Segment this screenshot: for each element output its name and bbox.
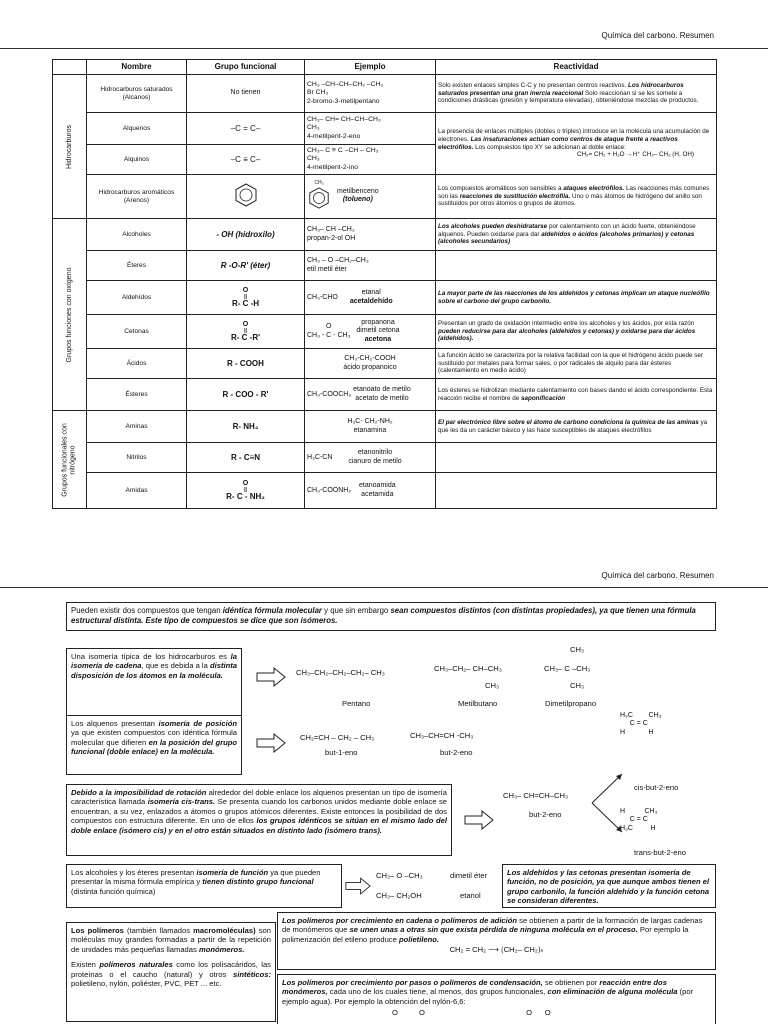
table-row bbox=[53, 349, 717, 379]
row-functional-group: R -O-R' (éter) bbox=[187, 251, 305, 281]
row-name: Alquinos bbox=[87, 145, 187, 175]
nylon-equation: O O O O bbox=[392, 1008, 551, 1018]
condensation-polymers-box: Los polímeros por crecimiento por pasos o polímeros de condensación, se obtienen por reacción entre dos monómeros, cada uno de los cuales tiene, al menos, dos grupos funcionales, con eliminación de alguna molécula (por ejemplo agua). Por ejemplo la obtención del nylón-6,6: O O O O bbox=[277, 974, 716, 1024]
row-name: Hidrocarburos aromáticos (Arenos) bbox=[87, 175, 187, 219]
row-example: CH₃-CH₂-COOH ácido propanoico bbox=[305, 349, 436, 379]
row-reactivity: Presentan un grado de oxidación intermedio entre los alcoholes y los ácidos, por esta razón pueden reducirse para dar alcoholes (aldehídos y cetonas) y oxidarse para dar ácidos (aldehídos). bbox=[436, 315, 717, 349]
methylbutane-substituent: CH₃ bbox=[485, 681, 500, 690]
polymers-box: Los polímeros (también llamados macromoléculas) son moléculas muy grandes formadas a partir de la repetición de unidades más pequeñas llamadas monómeros. Existen polímeros naturales como los polisacáridos, las proteínas o el caucho (natural) y otros sintéticos: polietileno, nylón, poliéster, PVC, PET ... etc. bbox=[66, 922, 276, 1022]
row-example: CH₃-COONH₂ etanoamida acetamida bbox=[305, 473, 436, 509]
row-functional-group: R- NH₂ bbox=[187, 411, 305, 443]
example-alt-name: (tolueno) bbox=[342, 196, 373, 204]
but-1-ene-formula: CH₂=CH – CH₂ – CH₃ bbox=[300, 733, 375, 742]
header-rule bbox=[0, 48, 768, 49]
row-reactivity bbox=[436, 473, 717, 509]
row-reactivity bbox=[436, 443, 717, 473]
column-header: Reactividad bbox=[436, 60, 717, 75]
page2-header: Química del carbono. Resumen bbox=[601, 571, 714, 580]
functional-groups-table bbox=[52, 59, 717, 509]
dimethylpropane-label: Dimetilpropano bbox=[545, 699, 597, 708]
table-row bbox=[53, 219, 717, 251]
row-name: Nitrilos bbox=[87, 443, 187, 473]
row-example: CH₃ –CH–CH–CH₂ –CH₃ Br CH₃ 2-bromo-3-metilpentano bbox=[305, 75, 436, 113]
table-row bbox=[53, 443, 717, 473]
row-example: CH₃– CH= CH–CH–CH₃ CH₃ 4-metilpent-2-eno bbox=[305, 113, 436, 145]
addition-polymers-box: Los polímeros por crecimiento en cadena o polímeros de adición se obtienen a partir de la formación de largas cadenas de monómeros que se unen unas a otras sin que exista pérdida de ninguna molécula en el proceso. Por ejemplo la polimerización del etileno produce polietileno. CH₂ = CH₂ ⟶ ⟮CH₂– CH₂⟯ₙ bbox=[277, 912, 716, 970]
methylbutane-label: Metilbutano bbox=[458, 699, 498, 708]
dimethyl-ether-label: dimetil éter bbox=[450, 871, 488, 880]
right-arrow-icon bbox=[256, 733, 286, 753]
row-reactivity: Los alcoholes pueden deshidratarse por calentamiento con un ácido fuerte, obteniéndose alquenos. Pueden oxidarse para dar aldehídos o ácidos (alcoholes primarios) y cetonas (alcoholes secundarios) bbox=[436, 219, 717, 251]
row-functional-group: R - COO - R' bbox=[187, 379, 305, 411]
cis-structure: H₃C CH₃ C = C H H bbox=[620, 712, 662, 736]
row-name: Hidrocarburos saturados (Alcanos) bbox=[87, 75, 187, 113]
row-example: H₃C- CH₂-NH₂ etanamina bbox=[305, 411, 436, 443]
table-row bbox=[53, 281, 717, 315]
table-row bbox=[53, 411, 717, 443]
benzene-ring-icon bbox=[233, 182, 259, 208]
dimethylpropane-top: CH₃ bbox=[570, 645, 585, 654]
polyethylene-equation: CH₂ = CH₂ ⟶ ⟮CH₂– CH₂⟯ₙ bbox=[449, 945, 544, 955]
row-functional-group: –C = C– bbox=[187, 113, 305, 145]
row-functional-group: O || R- C -H bbox=[187, 281, 305, 315]
row-reactivity: La mayor parte de las reacciones de los aldehídos y cetonas implican un ataque nucleófilo sobre el carbono del grupo carbonilo. bbox=[436, 281, 717, 315]
row-name: Cetonas bbox=[87, 315, 187, 349]
but-2-ene-formula: CH₃–CH=CH -CH₃ bbox=[410, 731, 474, 740]
row-example: O CH₃ - C - CH₃ propanona dimetil cetona acetona bbox=[305, 315, 436, 349]
toluene-ring-icon bbox=[307, 186, 331, 210]
row-name: Ésteres bbox=[87, 379, 187, 411]
row-reactivity: Solo existen enlaces simples C-C y no presentan centros reactivos. Los hidrocarburos saturados presentan una gran inercia reaccional Solo reaccionan si se les somete a condiciones drásticas (presión y temperatura elevadas), obteniéndose mezclas de productos. bbox=[436, 75, 717, 113]
toluene-methyl: CH₃ bbox=[314, 179, 324, 186]
position-isomerism-box: Los alquenos presentan isomería de posición ya que existen compuestos con idéntica fórmula molecular que difieren en la posición del grupo funcional (doble enlace) en la molécula. bbox=[66, 715, 242, 775]
row-name: Amidas bbox=[87, 473, 187, 509]
but-1-ene-label: but-1-eno bbox=[325, 748, 358, 757]
right-arrow-icon bbox=[256, 667, 286, 687]
but-2-ene-label-b: but-2-eno bbox=[529, 810, 562, 819]
row-name: Alcoholes bbox=[87, 219, 187, 251]
row-reactivity: Los compuestos aromáticos son sensibles a ataques electrófilos. Las reacciones más comunes son las reacciones de sustitución electrófila. Uno o más átomos de hidrógeno del anillo son sustituidos por otros átomos o grupos de átomos. bbox=[436, 175, 717, 219]
row-name: Éteres bbox=[87, 251, 187, 281]
row-functional-group bbox=[187, 175, 305, 219]
trans-label: trans-but-2-eno bbox=[634, 848, 686, 857]
aldehyde-ketone-box: Los aldehídos y las cetonas presentan isomería de función, no de posición, ya que aunque ambos tienen el grupo carbonilo, la función aldehído y la función cetona se consideran diferentes. bbox=[502, 864, 716, 908]
ethanol-formula: CH₃– CH₂OH bbox=[376, 891, 422, 900]
pentane-formula: CH₃–CH₂–CH₂–CH₂– CH₃ bbox=[296, 668, 385, 677]
example-name: metilbenceno bbox=[337, 188, 379, 196]
row-functional-group: –C ≡ C– bbox=[187, 145, 305, 175]
column-header: Ejemplo bbox=[305, 60, 436, 75]
row-functional-group: O || R- C -R' bbox=[187, 315, 305, 349]
row-functional-group: R - C≡N bbox=[187, 443, 305, 473]
but-2-ene-formula-b: CH₃– CH=CH–CH₃ bbox=[503, 791, 569, 800]
row-example: CH₃-CHO etanal acetaldehído bbox=[305, 281, 436, 315]
cis-trans-isomerism-box: Debido a la imposibilidad de rotación alrededor del doble enlace los alquenos presentan un tipo de isomería característica llamada isomería cis-trans. Se presenta cuando los carbonos unidos mediante doble enlace se encuentran, a su vez, enlazados a átomos o grupos atómicos diferentes. Existe entonces la posibilidad de dos compuestos con estructura diferente. En uno de ellos los grupos idénticos se sitúan en el mismo lado del doble enlace (isómero cis) y en el otro están situados en distinto lado (isómero trans). bbox=[66, 784, 452, 856]
row-example: H₃C-CN etanonitrilo cianuro de metilo bbox=[305, 443, 436, 473]
isomer-intro-box: Pueden existir dos compuestos que tengan idéntica fórmula molecular y que sin embargo sean compuestos distintos (con distintas propiedades), ya que tienen una fórmula estructural distinta. Este tipo de compuestos se dice que son isómeros. bbox=[66, 602, 716, 631]
row-reactivity: Los ésteres se hidrolizan mediante calentamiento con bases dando el ácido correspondiente. Esta reacción recibe el nombre de saponificación bbox=[436, 379, 717, 411]
group-label-hydrocarbons: Hidrocarburos bbox=[53, 75, 87, 219]
column-header: Nombre bbox=[87, 60, 187, 75]
dimethylpropane-formula: CH₃– C –CH₃ bbox=[544, 664, 591, 673]
row-functional-group: R - COOH bbox=[187, 349, 305, 379]
table-row bbox=[53, 113, 717, 145]
trans-structure: H CH₃ C = C H₃C H bbox=[620, 808, 658, 832]
but-2-ene-label: but-2-eno bbox=[440, 748, 473, 757]
page-header: Química del carbono. Resumen bbox=[601, 31, 714, 40]
table-row bbox=[53, 473, 717, 509]
row-example: CH₃-COOCH₃ etanoato de metilo acetato de metilo bbox=[305, 379, 436, 411]
row-functional-group: O || R- C - NH₂ bbox=[187, 473, 305, 509]
cis-label: cis-but-2-eno bbox=[634, 783, 679, 792]
group-label-oxygen: Grupos funciones con oxígeno bbox=[53, 219, 87, 411]
group-label-nitrogen: Grupos funcionales con nitrógeno bbox=[53, 411, 87, 509]
table-row bbox=[53, 75, 717, 113]
methylbutane-formula: CH₃–CH₂– CH–CH₃ bbox=[434, 664, 502, 673]
table-row bbox=[53, 251, 717, 281]
row-example: CH₃– C ≡ C –CH – CH₃ CH₃ 4-metilpent-2-ino bbox=[305, 145, 436, 175]
dimethylpropane-bottom: CH₃ bbox=[570, 681, 585, 690]
row-name: Ácidos bbox=[87, 349, 187, 379]
ethanol-label: etanol bbox=[460, 891, 481, 900]
row-example: CH₃– CH –CH₃ propan-2-ol OH bbox=[305, 219, 436, 251]
row-reactivity: El par electrónico libre sobre el átomo de carbono condiciona la química de las aminas ya que les da un carácter básico y las hace susceptibles de ataques electrófilos bbox=[436, 411, 717, 443]
right-arrow-icon bbox=[464, 810, 494, 830]
row-reactivity: La función ácido se caracteriza por la relativa facilidad con la que el hidrógeno ácido puede ser sustituido por metales para formar sales, o por radicales de alquilo para dar ésteres (calentamiento en medio ácido) bbox=[436, 349, 717, 379]
row-name: Aminas bbox=[87, 411, 187, 443]
table-header-row bbox=[53, 60, 717, 75]
right-arrow-icon bbox=[345, 876, 371, 896]
row-example bbox=[305, 175, 436, 219]
table-row bbox=[53, 175, 717, 219]
row-reactivity bbox=[436, 251, 717, 281]
chain-isomerism-box: Una isomería típica de los hidrocarburos es la isomería de cadena, que es debida a la distinta disposición de los átomos en la molécula. bbox=[66, 648, 242, 720]
row-functional-group: - OH (hidroxilo) bbox=[187, 219, 305, 251]
table-row bbox=[53, 315, 717, 349]
table-row bbox=[53, 379, 717, 411]
row-functional-group: No tienen bbox=[187, 75, 305, 113]
dimethyl-ether-formula: CH₃– O –CH₃ bbox=[376, 871, 423, 880]
row-reactivity: La presencia de enlaces múltiples (dobles o triples) introduce en la molécula una acumulación de electrones. Las insaturaciones actúan como centros de ataque frente a reactivos electrófilos. Los compuestos tipo XY se adicionan al doble enlace: CH₂= CH₂ + H₂O →H⁺ CH₂– CH₂ (H, OH) bbox=[436, 113, 717, 175]
row-name: Aldehídos bbox=[87, 281, 187, 315]
column-header: Grupo funcional bbox=[187, 60, 305, 75]
page2-header-rule bbox=[0, 587, 768, 588]
pentane-label: Pentano bbox=[342, 699, 371, 708]
function-isomerism-box: Los alcoholes y los éteres presentan isomería de función ya que pueden presentar la misma fórmula empírica y tienen distinto grupo funcional (distinta función química) bbox=[66, 864, 342, 908]
row-example: CH₃ – O –CH₂–CH₃ etil metil éter bbox=[305, 251, 436, 281]
row-name: Alquenos bbox=[87, 113, 187, 145]
